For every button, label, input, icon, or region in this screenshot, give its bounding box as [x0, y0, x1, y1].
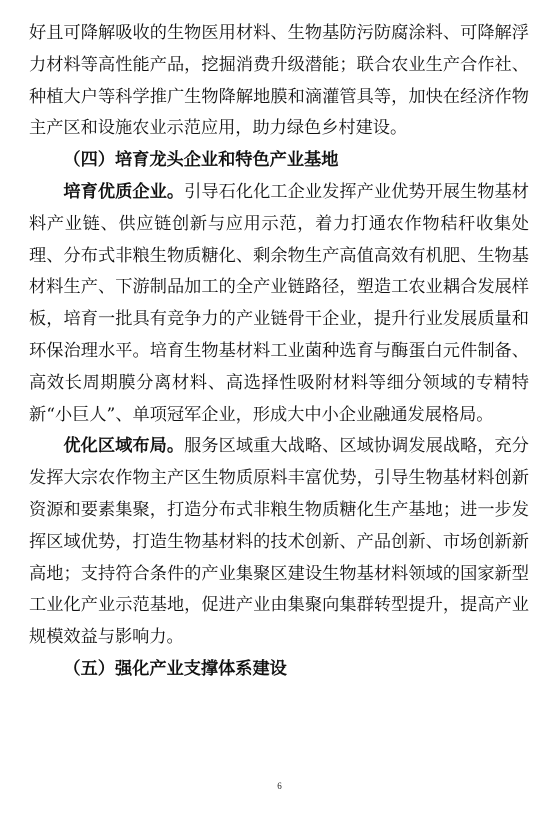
section-heading-5: （五）强化产业支撑体系建设 [63, 658, 287, 679]
paragraph-regional-layout [29, 431, 529, 654]
paragraph-lead-regional-layout: 优化区域布局。 [63, 436, 185, 457]
continuation-paragraph: 好且可降解吸收的生物医用材料、生物基防污防腐涂料、可降解浮力材料等高性能产品，挖掘消费升级潜能；联合农业生产合作社、种植大户等科学推广生物降解地膜和滴灌管具等，加快在经济作物主产区和设施农业示范应用，助力绿色乡村建设。 [29, 23, 529, 139]
paragraph-body-regional-layout: 服务区域重大战略、区域协调发展战略，充分发挥大宗农作物主产区生物质原料丰富优势，引导生物基材料创新资源和要素集聚，打造分布式非粮生物质糖化生产基地；进一步发挥区域优势，打造生物基材料的技术创新、产品创新、市场创新新高地；支持符合条件的产业集聚区建设生物基材料领域的国家新型工业化产业示范基地，促进产业由集聚向集群转型提升，提高产业规模效益与影响力。 [29, 436, 529, 648]
page-number: 6 [277, 781, 282, 791]
paragraph-lead-quality-enterprises: 培育优质企业。 [63, 181, 185, 202]
page-content [29, 18, 529, 686]
paragraph-body-quality-enterprises: 引导石化化工企业发挥产业优势开展生物基材料产业链、供应链创新与应用示范，着力打通农作物秸秆收集处理、分布式非粮生物质糖化、剩余物生产高值高效有机肥、生物基材料生产、下游制品加工的全产业链路径，塑造工农业耦合发展样板，培育一批具有竞争力的产业链骨干企业，提升行业发展质量和环保治理水平。培育生物基材料工业菌种选育与酶蛋白元件制备、高效长周期膜分离材料、高选择性吸附材料等细分领域的专精特新“小巨人”、单项冠军企业，形成大中小企业融通发展格局。 [29, 181, 529, 425]
paragraph-quality-enterprises [29, 177, 529, 431]
section-heading-4: （四）培育龙头企业和特色产业基地 [63, 150, 339, 171]
